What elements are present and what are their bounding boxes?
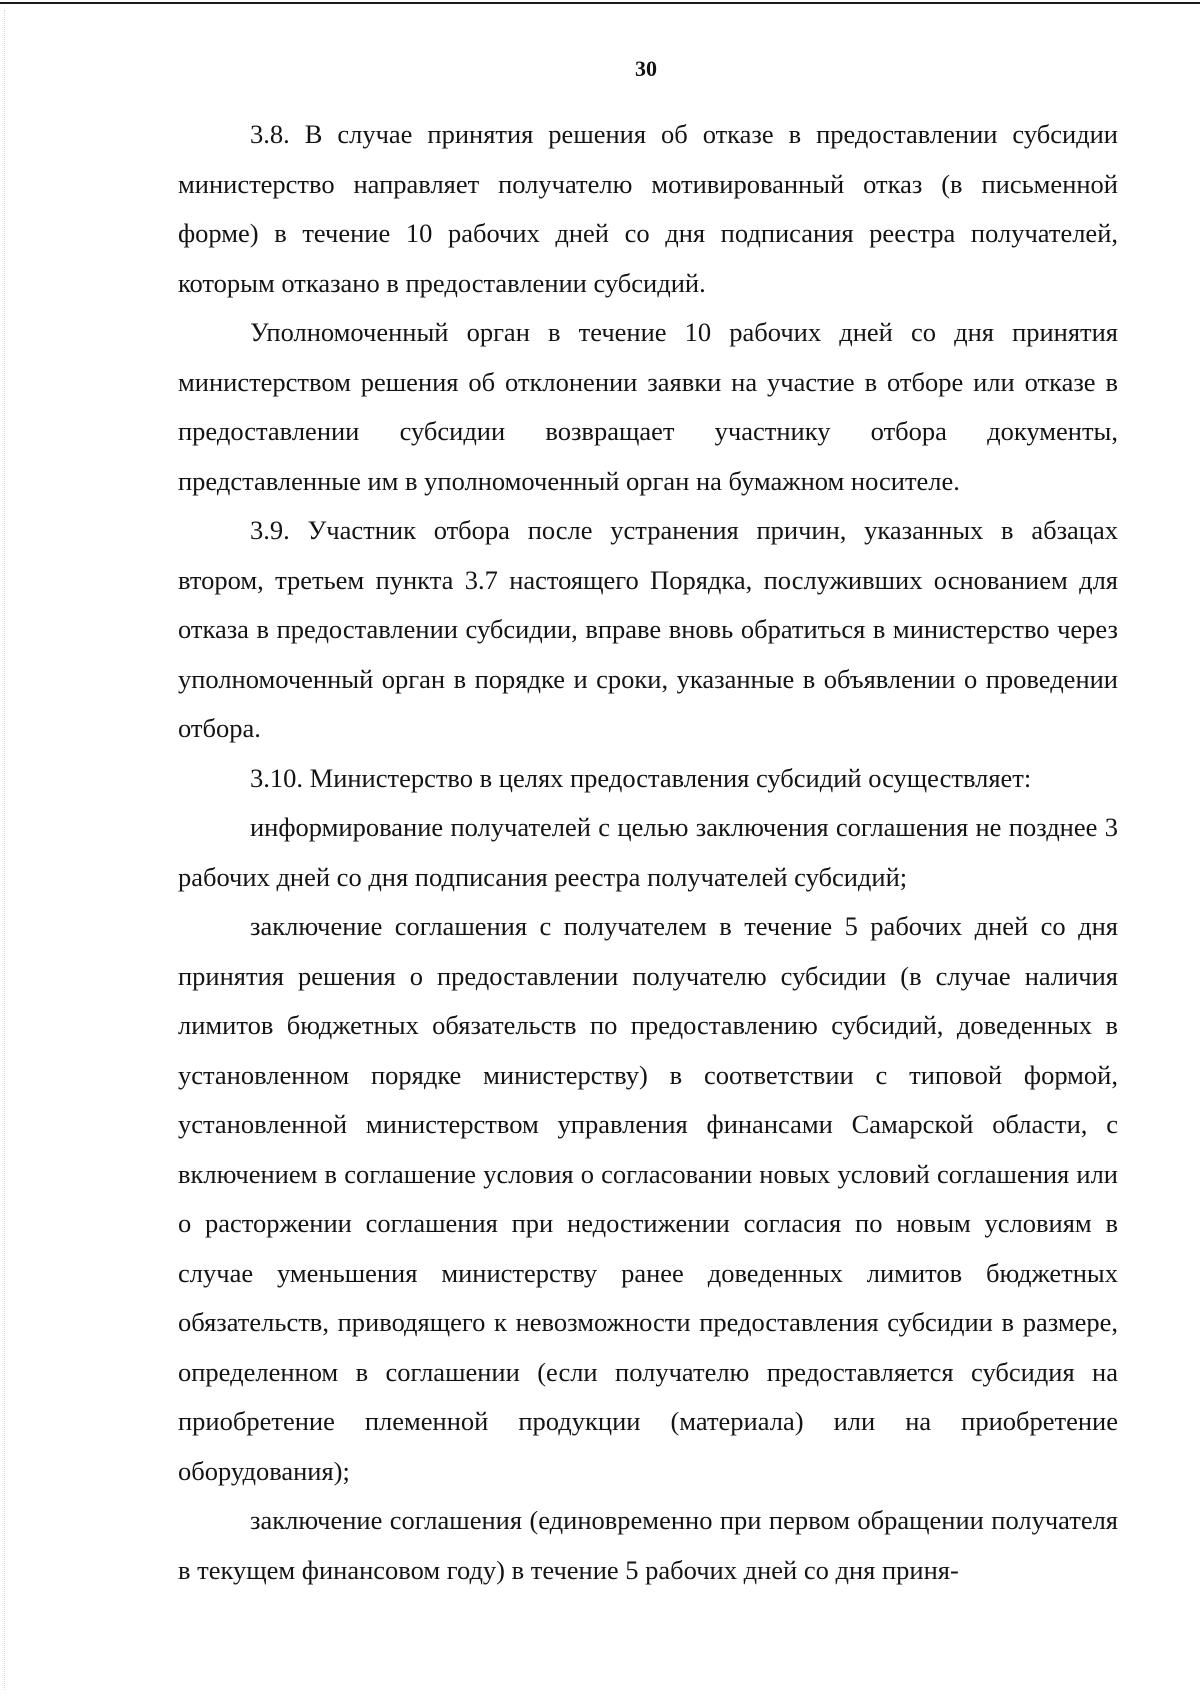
scan-edge [4, 10, 5, 1690]
paragraph-3-9: 3.9. Участник отбора после устранения причин, указанных в абзацах втором, третьем пункта 3.7 настоящего Порядка, послуживших основанием для отказа в предоставлении субсидии, вправе вновь обратиться в министерство через уполномоченный орган в порядке и сроки, указанные в объявлении о проведении отбора. [178, 515, 1118, 743]
paragraph-3-10: 3.10. Министерство в целях предоставления субсидий осуществляет: [250, 762, 1032, 793]
paragraph-agreement-first-appeal: заключение соглашения (единовременно при первом обращении получателя в текущем финансовом году) в течение 5 рабочих дней со дня приня- [178, 1505, 1118, 1585]
paragraph-agreement-conclusion: заключение соглашения с получателем в течение 5 рабочих дней со дня принятия решения о предоставлении получателю субсидии (в случае наличия лимитов бюджетных обязательств по предоставлению субсидий, доведенных в установленном порядке министерству) в соответствии с типовой формой, установленной министерством управления финансами Самарской области, с включением в соглашение условия о согласовании новых условий соглашения или о расторжении соглашения при недостижении согласия по новым условиям в случае уменьшения министерству ранее доведенных лимитов бюджетных обязательств, приводящего к невозможности предоставления субсидии в размере, определенном в соглашении (если получателю предоставляется субсидия на приобретение племенной продукции (материала) или на приобретение оборудования); [178, 911, 1118, 1486]
paragraph-3-8: 3.8. В случае принятия решения об отказе в предоставлении субсидии министерство направляет получателю мотивированный отказ (в письменной форме) в течение 10 рабочих дней со дня подписания реестра получателей, которым отказано в предоставлении субсидий. [178, 119, 1118, 298]
paragraph-authorized-body-return: Уполномоченный орган в течение 10 рабочих дней со дня принятия министерством решения об отклонении заявки на участие в отборе или отказе в предоставлении субсидии возвращает участнику отбора документы, представленные им в уполномоченный орган на бумажном носителе. [178, 317, 1118, 496]
page-number: 30 [635, 56, 657, 81]
top-rule [0, 2, 1200, 4]
body-text [178, 110, 1118, 1595]
paragraph-informing-recipients: информирование получателей с целью заключения соглашения не позднее 3 рабочих дней со дня подписания реестра получателей субсидий; [178, 812, 1118, 892]
